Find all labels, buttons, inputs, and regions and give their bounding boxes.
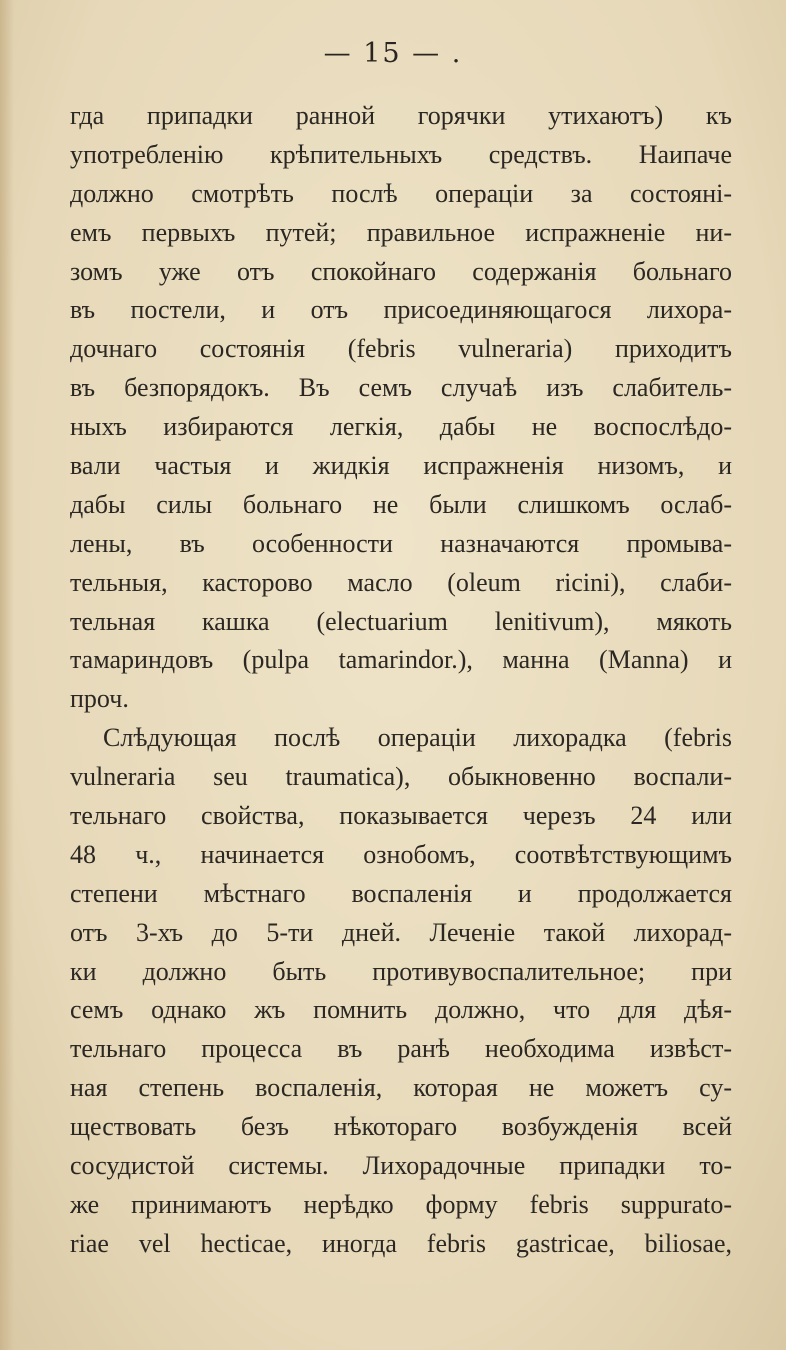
text-line: зомъ уже отъ спокойнаго содержанія больнаго — [70, 256, 732, 286]
text-line: лены, въ особенности назначаются промыва- — [70, 528, 732, 558]
text-line: тельная кашка (electuarium lenitivum), мякоть — [70, 606, 732, 636]
text-line: вали частыя и жидкія испражненія низомъ, и — [70, 451, 732, 481]
text-line: же принимаютъ нерѣдко форму febris suppuratо- — [70, 1189, 732, 1219]
page-binding-shadow — [0, 0, 14, 1350]
text-line: употребленію крѣпительныхъ средствъ. Наипаче — [70, 139, 732, 169]
text-line: должно смотрѣть послѣ операціи за состояні- — [70, 178, 732, 208]
text-line: тамариндовъ (pulpa tamarindor.), манна (Manna) и — [70, 645, 732, 675]
text-line: 48 ч., начинается ознобомъ, соотвѣтствующимъ — [70, 839, 732, 869]
text-line: ществовать безъ нѣкотораго возбужденія всей — [70, 1112, 732, 1142]
text-line: Слѣдующая послѣ операціи лихорадка (febris — [103, 723, 732, 753]
text-line: въ безпорядокъ. Въ семъ случаѣ изъ слабитель- — [70, 373, 732, 403]
text-line: сосудистой системы. Лихорадочные припадки то- — [70, 1151, 732, 1181]
text-line: тельныя, касторово масло (oleum ricini), слаби- — [70, 567, 732, 597]
text-line: въ постели, и отъ присоединяющагося лихора- — [70, 295, 732, 325]
text-line: отъ 3-хъ до 5-ти дней. Леченіе такой лихорад- — [70, 917, 732, 947]
text-line: емъ первыхъ путей; правильное испражненіе ни- — [70, 217, 732, 247]
text-line: семъ однако жъ помнить должно, что для дѣя- — [70, 995, 732, 1025]
text-line: vulneraria seu traumatica), обыкновенно воспали- — [70, 762, 732, 792]
text-line: ки должно быть противувоспалительное; при — [70, 956, 732, 986]
text-line: дочнаго состоянія (febris vulneraria) приходитъ — [70, 334, 732, 364]
text-line: тельнаго процесса въ ранѣ необходима извѣст- — [70, 1034, 732, 1064]
text-line: ная степень воспаленія, которая не можетъ су- — [70, 1073, 732, 1103]
page-number: — 15 — . — [323, 38, 463, 69]
text-line: степени мѣстнаго воспаленія и продолжается — [70, 878, 732, 908]
text-line: дабы силы больнаго не были слишкомъ ослаб- — [70, 489, 732, 519]
text-line: тельнаго свойства, показывается черезъ 24 или — [70, 801, 732, 831]
text-line: проч. — [70, 684, 129, 714]
text-line: ныхъ избираются легкія, дабы не воспослѣдо- — [70, 412, 732, 442]
text-line: гда припадки ранной горячки утихаютъ) къ — [70, 101, 732, 130]
text-line: riae vel hecticae, иногда febris gastricae, biliosae, — [70, 1228, 732, 1258]
body-text — [70, 97, 732, 1264]
